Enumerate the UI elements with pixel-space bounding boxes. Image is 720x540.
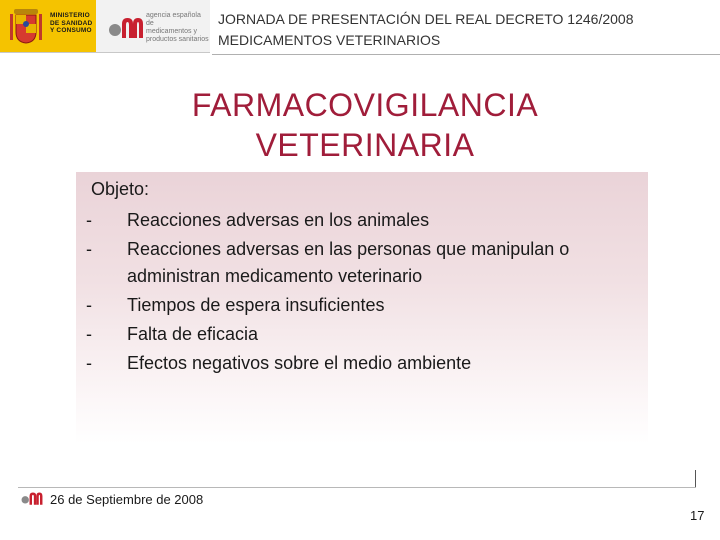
header-title-line-1: JORNADA DE PRESENTACIÓN DEL REAL DECRETO 1246/2008 xyxy=(218,11,634,27)
bullet-marker: - xyxy=(86,295,92,315)
header-title xyxy=(218,9,718,51)
footer-date: 26 de Septiembre de 2008 xyxy=(50,492,204,507)
ministry-name: MINISTERIO DE SANIDAD Y CONSUMO xyxy=(50,12,93,34)
bullet-item xyxy=(86,321,646,348)
bullet-text: Reacciones adversas en las personas que manipulan o administran medicamento veterinario xyxy=(127,239,570,286)
bullet-marker: - xyxy=(86,239,92,259)
objeto-label: Objeto: xyxy=(91,179,150,199)
aemps-logo-icon xyxy=(108,14,144,40)
bullet-text: Reacciones adversas en los animales xyxy=(127,210,430,230)
slide-title-line-1: FARMACOVIGILANCIA xyxy=(191,87,539,123)
agency-name: agencia española de medicamentos y productos sanitarios xyxy=(146,12,209,43)
ministry-logo xyxy=(0,0,96,52)
page-number: 17 xyxy=(690,508,705,523)
bullet-marker: - xyxy=(86,210,92,230)
bullet-marker: - xyxy=(86,353,92,373)
footer-divider xyxy=(18,487,696,488)
header-divider xyxy=(212,54,720,55)
slide-title xyxy=(150,85,580,165)
bullet-marker: - xyxy=(86,324,92,344)
header-logo-block xyxy=(0,0,210,53)
bullet-item xyxy=(86,292,646,319)
header-title-line-2: MEDICAMENTOS VETERINARIOS xyxy=(218,32,441,48)
bullet-item xyxy=(86,236,646,290)
bullet-list xyxy=(86,207,646,379)
bullet-text: Tiempos de espera insuficientes xyxy=(127,295,385,315)
footer-tick-mark xyxy=(695,470,696,487)
slide-title-line-2: VETERINARIA xyxy=(255,127,475,163)
bullet-text: Efectos negativos sobre el medio ambiente xyxy=(127,353,472,373)
bullet-item xyxy=(86,207,646,234)
bullet-text: Falta de eficacia xyxy=(127,324,259,344)
bullet-item xyxy=(86,350,646,377)
aemps-footer-logo-icon xyxy=(20,490,44,506)
coat-of-arms-icon xyxy=(6,6,46,46)
